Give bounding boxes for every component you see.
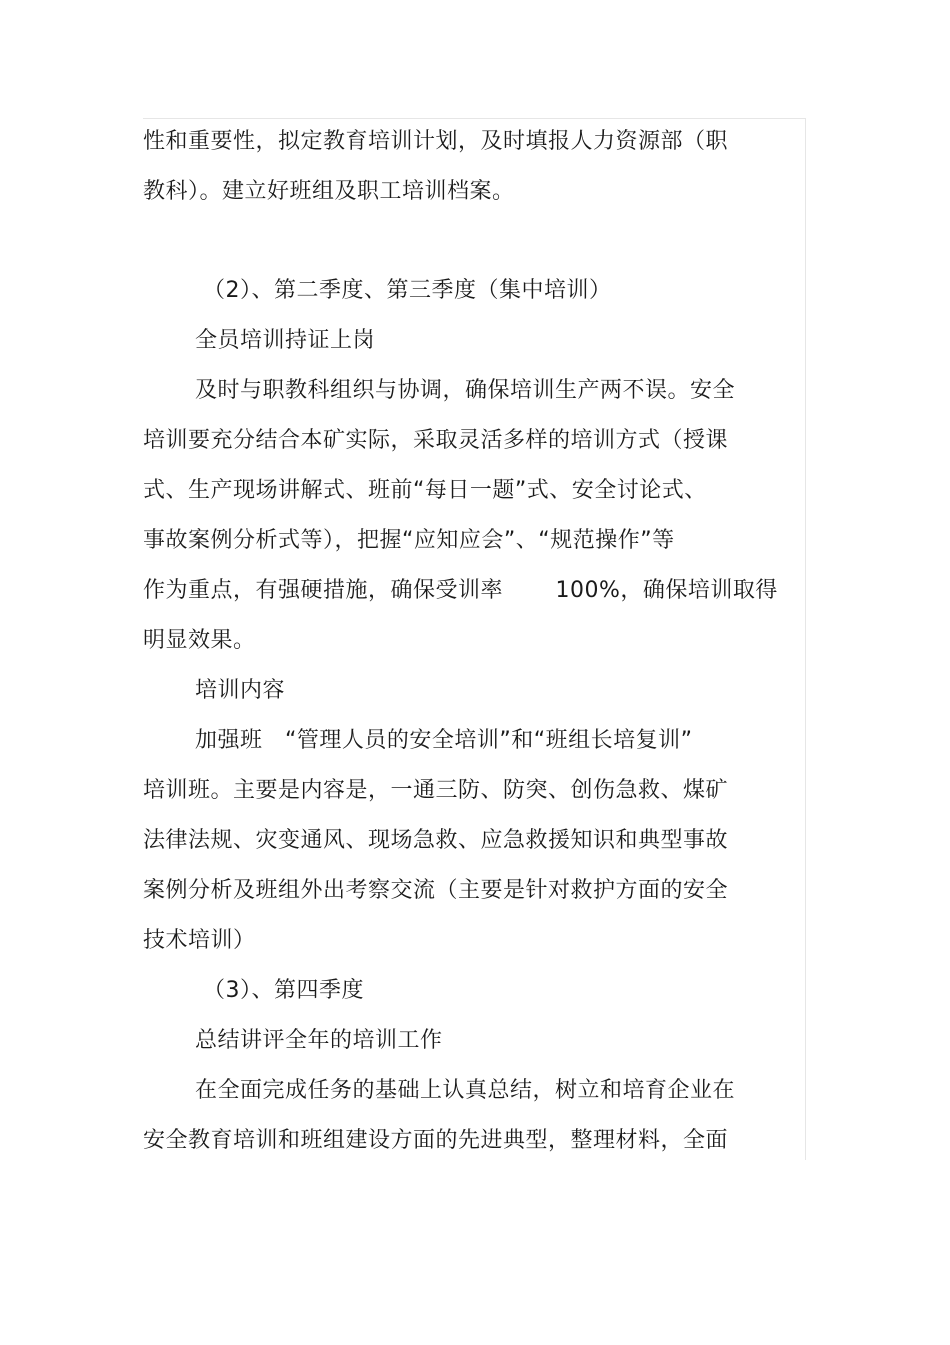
paragraph-line: 及时与职教科组织与协调，确保培训生产两不误。安全 (195, 378, 736, 403)
paragraph-line: 式、生产现场讲解式、班前“每日一题”式、安全讨论式、 (143, 478, 707, 503)
paragraph-line: 明显效果。 (143, 628, 256, 653)
paragraph-line: 作为重点，有强硬措施，确保受训率 100%，确保培训取得 (143, 578, 778, 603)
paragraph-line: 法律法规、灾变通风、现场急救、应急救援知识和典型事故 (143, 828, 729, 853)
paragraph-line: 技术培训） (143, 928, 256, 953)
subheading-certification: 全员培训持证上岗 (195, 328, 376, 353)
section-heading-q4: （3）、第四季度 (203, 978, 364, 1003)
paragraph-line: 教科）。建立好班组及职工培训档案。 (143, 179, 515, 204)
paragraph-line: 加强班 “管理人员的安全培训”和“班组长培复训” (195, 728, 693, 753)
paragraph-line: 性和重要性，拟定教育培训计划，及时填报人力资源部（职 (143, 129, 729, 154)
paragraph-line: 安全教育培训和班组建设方面的先进典型，整理材料，全面 (143, 1128, 729, 1153)
paragraph-line: 在全面完成任务的基础上认真总结，树立和培育企业在 (195, 1078, 736, 1103)
subheading-training-content: 培训内容 (195, 678, 286, 703)
paragraph-line: 培训要充分结合本矿实际，采取灵活多样的培训方式（授课 (143, 428, 729, 453)
paragraph-line: 案例分析及班组外出考察交流（主要是针对救护方面的安全 (143, 878, 729, 903)
section-heading-q2-q3: （2）、第二季度、第三季度（集中培训） (203, 278, 612, 303)
paragraph-line: 事故案例分析式等），把握“应知应会”、“规范操作”等 (143, 528, 675, 553)
subheading-annual-review: 总结讲评全年的培训工作 (195, 1028, 443, 1053)
paragraph-line: 培训班。主要是内容是，一通三防、防突、创伤急救、煤矿 (143, 778, 729, 803)
